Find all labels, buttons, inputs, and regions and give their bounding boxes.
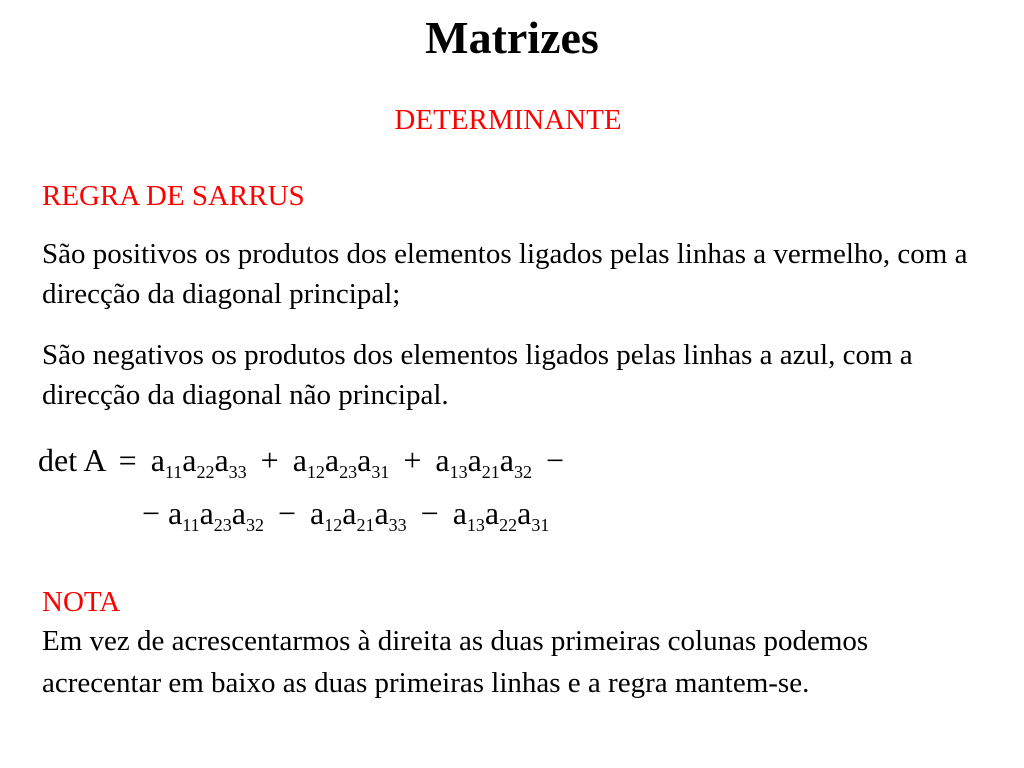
formula-term: $a_{13}a_{21}a_{32}$ xyxy=(435,442,532,482)
formula-term: $a_{12}a_{23}a_{31}$ xyxy=(292,442,390,482)
slide-title: Matrizes xyxy=(425,12,599,63)
formula-minus: − xyxy=(278,495,297,531)
sarrus-paragraph-positive: São positivos os produtos dos elementos ligados pelas linhas a vermelho, com a direcção da diagonal principal; xyxy=(42,238,968,310)
formula-minus: − xyxy=(545,442,565,478)
formula-minus: − xyxy=(420,495,439,531)
nota-text: Em vez de acrescentarmos à direita as duas primeiras colunas podemos acrecentar em baixo as duas primeiras linhas e a regra mantem-se. xyxy=(42,625,869,699)
nota-heading: NOTA xyxy=(42,586,121,618)
formula-term: $a_{12}a_{21}a_{33}$ xyxy=(310,495,407,535)
formula-plus: + xyxy=(403,442,422,478)
formula-lhs: det A xyxy=(38,442,105,478)
formula-plus: + xyxy=(260,442,279,478)
slide-subtitle: DETERMINANTE xyxy=(394,104,622,136)
formula-equals: = xyxy=(118,442,137,478)
formula-term: $a_{11}a_{22}a_{33}$ xyxy=(150,442,247,482)
formula-term: $a_{11}a_{23}a_{32}$ xyxy=(168,495,264,535)
formula-line-1 xyxy=(38,440,570,480)
sarrus-paragraph-negative: São negativos os produtos dos elementos ligados pelas linhas a azul, com a direcção da diagonal não principal. xyxy=(42,339,913,411)
sarrus-heading: REGRA DE SARRUS xyxy=(42,180,305,212)
formula-minus: − xyxy=(142,495,161,531)
formula-term: $a_{13}a_{22}a_{31}$ xyxy=(452,495,550,535)
formula-line-2 xyxy=(142,493,549,533)
